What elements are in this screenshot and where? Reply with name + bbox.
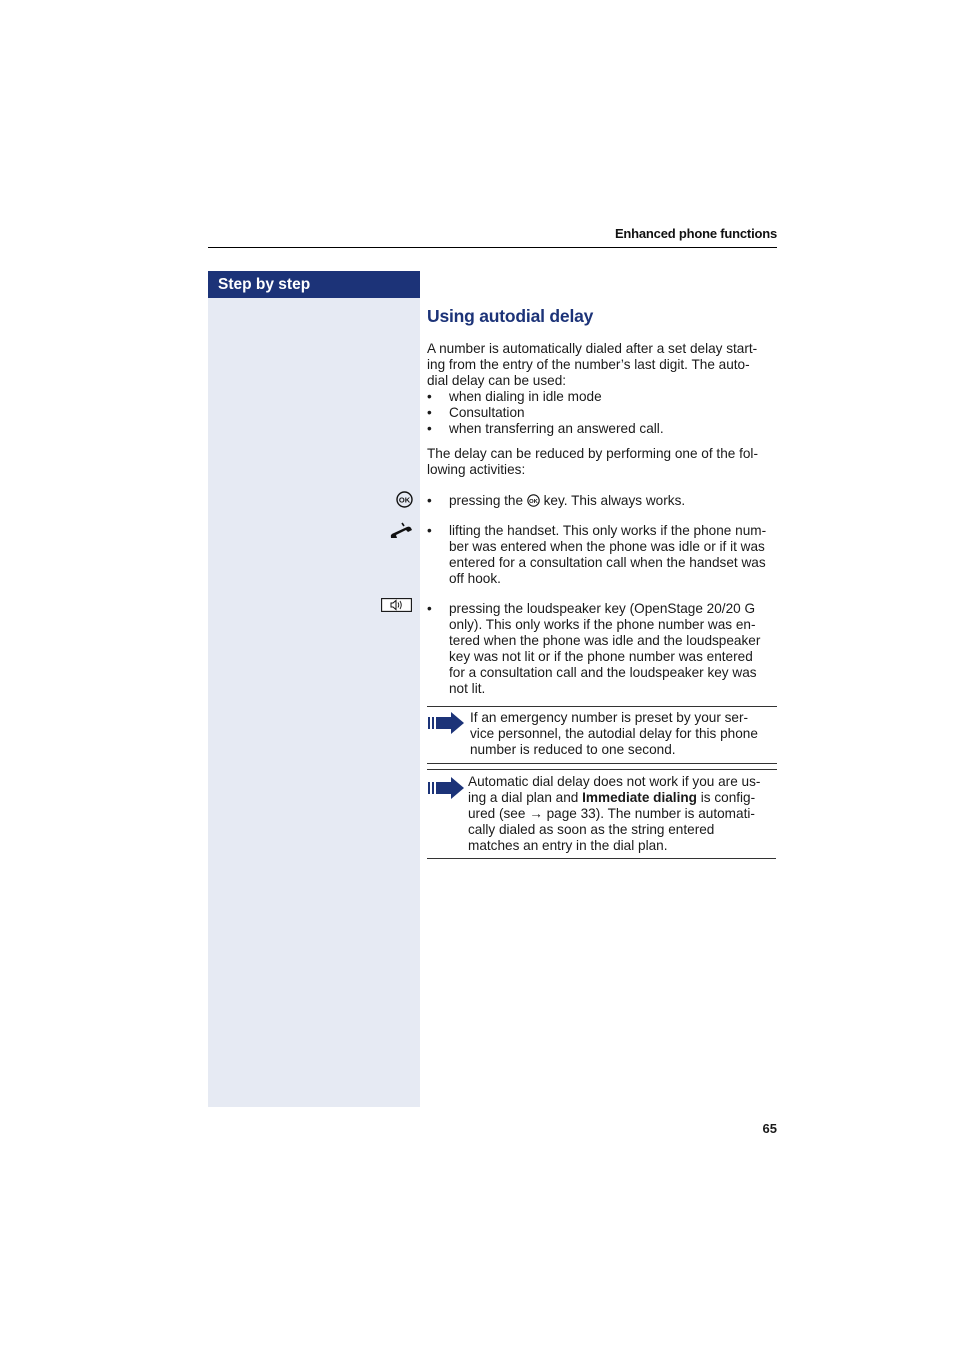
sidebar-heading: Step by step (208, 271, 420, 298)
note-rule (427, 858, 776, 859)
handset-line: lifting the handset. This only works if the phone num- (449, 523, 767, 538)
note-line: cally dialed as soon as the string entered (468, 822, 715, 837)
ok-text-after: key. This always works. (543, 493, 686, 508)
bullet: • (427, 421, 432, 436)
handset-lift-icon (388, 521, 414, 541)
list-item-text (449, 493, 685, 509)
loudspeaker-key-icon (381, 598, 412, 612)
note-rule (427, 706, 777, 707)
page-number: 65 (762, 1121, 777, 1136)
immediate-dialing-term: Immediate dialing (582, 790, 697, 805)
ok-key-label: OK (398, 495, 411, 505)
note-text-segment: is config- (700, 790, 756, 805)
speaker-line: key was not lit or if the phone number was entered (449, 649, 753, 664)
reduce-paragraph (427, 446, 758, 478)
ok-key-inline-label: OK (528, 498, 538, 505)
note-arrow-icon (427, 711, 465, 735)
section-title: Using autodial delay (427, 306, 594, 326)
handset-line: ber was entered when the phone was idle or if it was (449, 539, 765, 554)
bullet: • (427, 389, 432, 404)
intro-paragraph (427, 341, 757, 389)
speaker-line: for a consultation call and the loudspeaker key was (449, 665, 757, 680)
list-item-text: when transferring an answered call. (449, 421, 664, 436)
note-emergency (470, 710, 758, 758)
reduce-line: lowing activities: (427, 462, 526, 477)
bullet: • (427, 601, 432, 616)
note-line (468, 790, 760, 806)
speaker-line: not lit. (449, 681, 486, 696)
page-reference[interactable]: page 33). The number is automati- (546, 806, 755, 821)
speaker-line: pressing the loudspeaker key (OpenStage 20/20 G (449, 601, 756, 616)
list-item-text: Consultation (449, 405, 525, 420)
note-text-segment: ured (see (468, 806, 526, 821)
note-line: number is reduced to one second. (470, 742, 676, 757)
intro-line: ing from the entry of the number’s last digit. The auto- (427, 357, 750, 372)
list-item-text (449, 523, 766, 587)
note-line: If an emergency number is preset by your ser- (470, 710, 749, 725)
page-ref-arrow-icon: → (529, 806, 543, 821)
note-line: vice personnel, the autodial delay for this phone (470, 726, 758, 741)
intro-line: A number is automatically dialed after a set delay start- (427, 341, 758, 356)
ok-key-icon (396, 491, 413, 508)
note-rule (427, 769, 777, 770)
reduce-line: The delay can be reduced by performing one of the fol- (427, 446, 758, 461)
note-dial-plan (468, 774, 760, 854)
note-arrow-icon (427, 776, 465, 800)
bullet: • (427, 493, 432, 508)
bullet: • (427, 523, 432, 538)
list-item-text: when dialing in idle mode (449, 389, 602, 404)
handset-line: entered for a consultation call when the handset was (449, 555, 766, 570)
bullet: • (427, 405, 432, 420)
ok-text-before: pressing the (449, 493, 524, 508)
speaker-line: only). This only works if the phone number was en- (449, 617, 756, 632)
handset-line: off hook. (449, 571, 501, 586)
note-rule (427, 763, 777, 764)
note-text-segment: ing a dial plan and (468, 790, 579, 805)
list-item-text (449, 601, 760, 697)
ok-key-inline-icon (527, 494, 540, 507)
speaker-line: tered when the phone was idle and the loudspeaker (449, 633, 761, 648)
header-rule (208, 247, 777, 248)
note-line (468, 806, 760, 822)
running-header: Enhanced phone functions (614, 226, 777, 241)
note-line: matches an entry in the dial plan. (468, 838, 668, 853)
intro-line: dial delay can be used: (427, 373, 567, 388)
step-sidebar (208, 271, 420, 1107)
note-line: Automatic dial delay does not work if you are us- (468, 774, 761, 789)
